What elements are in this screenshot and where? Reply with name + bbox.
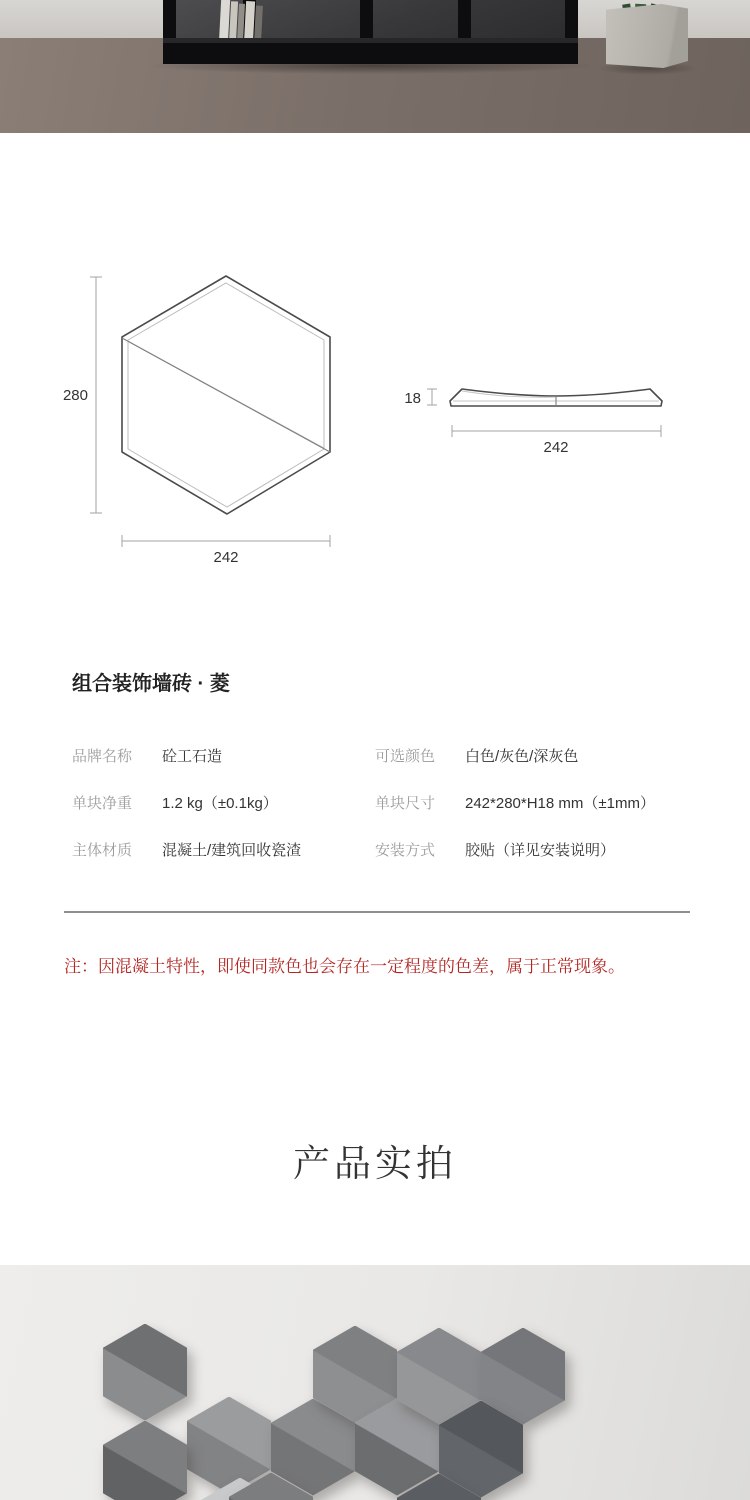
spec-label: 单块尺寸 bbox=[375, 795, 436, 812]
bottom-photo bbox=[0, 1265, 750, 1500]
spec-row-install bbox=[375, 840, 692, 861]
planter bbox=[606, 4, 688, 68]
divider-line bbox=[64, 911, 690, 913]
section-title-product-photos: 产品实拍 bbox=[293, 1143, 457, 1184]
bookshelf bbox=[163, 0, 578, 66]
dimension-label-side-width: 242 bbox=[543, 439, 569, 456]
spec-value: 胶贴（详见安装说明） bbox=[465, 842, 616, 859]
spec-label: 品牌名称 bbox=[72, 748, 133, 765]
shelf-post bbox=[163, 0, 176, 42]
spec-label: 可选颜色 bbox=[375, 748, 436, 765]
hex-tile bbox=[103, 1421, 187, 1500]
dimension-diagram bbox=[40, 255, 710, 575]
color-difference-note: 注：因混凝土特性，即使同款色也会存在一定程度的色差，属于正常现象。 bbox=[64, 957, 625, 976]
spec-row-material bbox=[72, 840, 375, 861]
spec-label: 安装方式 bbox=[375, 842, 436, 859]
shelf-post bbox=[565, 0, 578, 42]
spec-value: 砼工石造 bbox=[162, 748, 223, 765]
dimension-label-height: 280 bbox=[62, 387, 88, 404]
spec-row-weight bbox=[72, 793, 375, 814]
shelf-post bbox=[360, 0, 373, 42]
spec-value: 1.2 kg（±0.1kg） bbox=[162, 795, 278, 812]
spec-value: 242*280*H18 mm（±1mm） bbox=[465, 795, 655, 812]
spec-value: 混凝土/建筑回收瓷渣 bbox=[162, 842, 302, 859]
spec-row-brand bbox=[72, 746, 375, 767]
dimension-label-thickness: 18 bbox=[404, 390, 421, 407]
dimension-label-width: 242 bbox=[213, 549, 239, 566]
spec-row-size bbox=[375, 793, 692, 814]
spec-table bbox=[72, 746, 692, 861]
product-title: 组合装饰墙砖 · 菱 bbox=[72, 673, 230, 695]
spec-label: 单块净重 bbox=[72, 795, 133, 812]
shelf-board bbox=[163, 38, 578, 64]
hex-tile bbox=[103, 1324, 187, 1421]
spec-label: 主体材质 bbox=[72, 842, 133, 859]
shelf-post bbox=[458, 0, 471, 42]
spec-value: 白色/灰色/深灰色 bbox=[465, 748, 579, 765]
planter-body bbox=[606, 4, 688, 68]
hero-photo bbox=[0, 0, 750, 133]
spec-row-colors bbox=[375, 746, 692, 767]
hex-tile bbox=[397, 1474, 481, 1500]
hex-tile bbox=[229, 1473, 313, 1500]
